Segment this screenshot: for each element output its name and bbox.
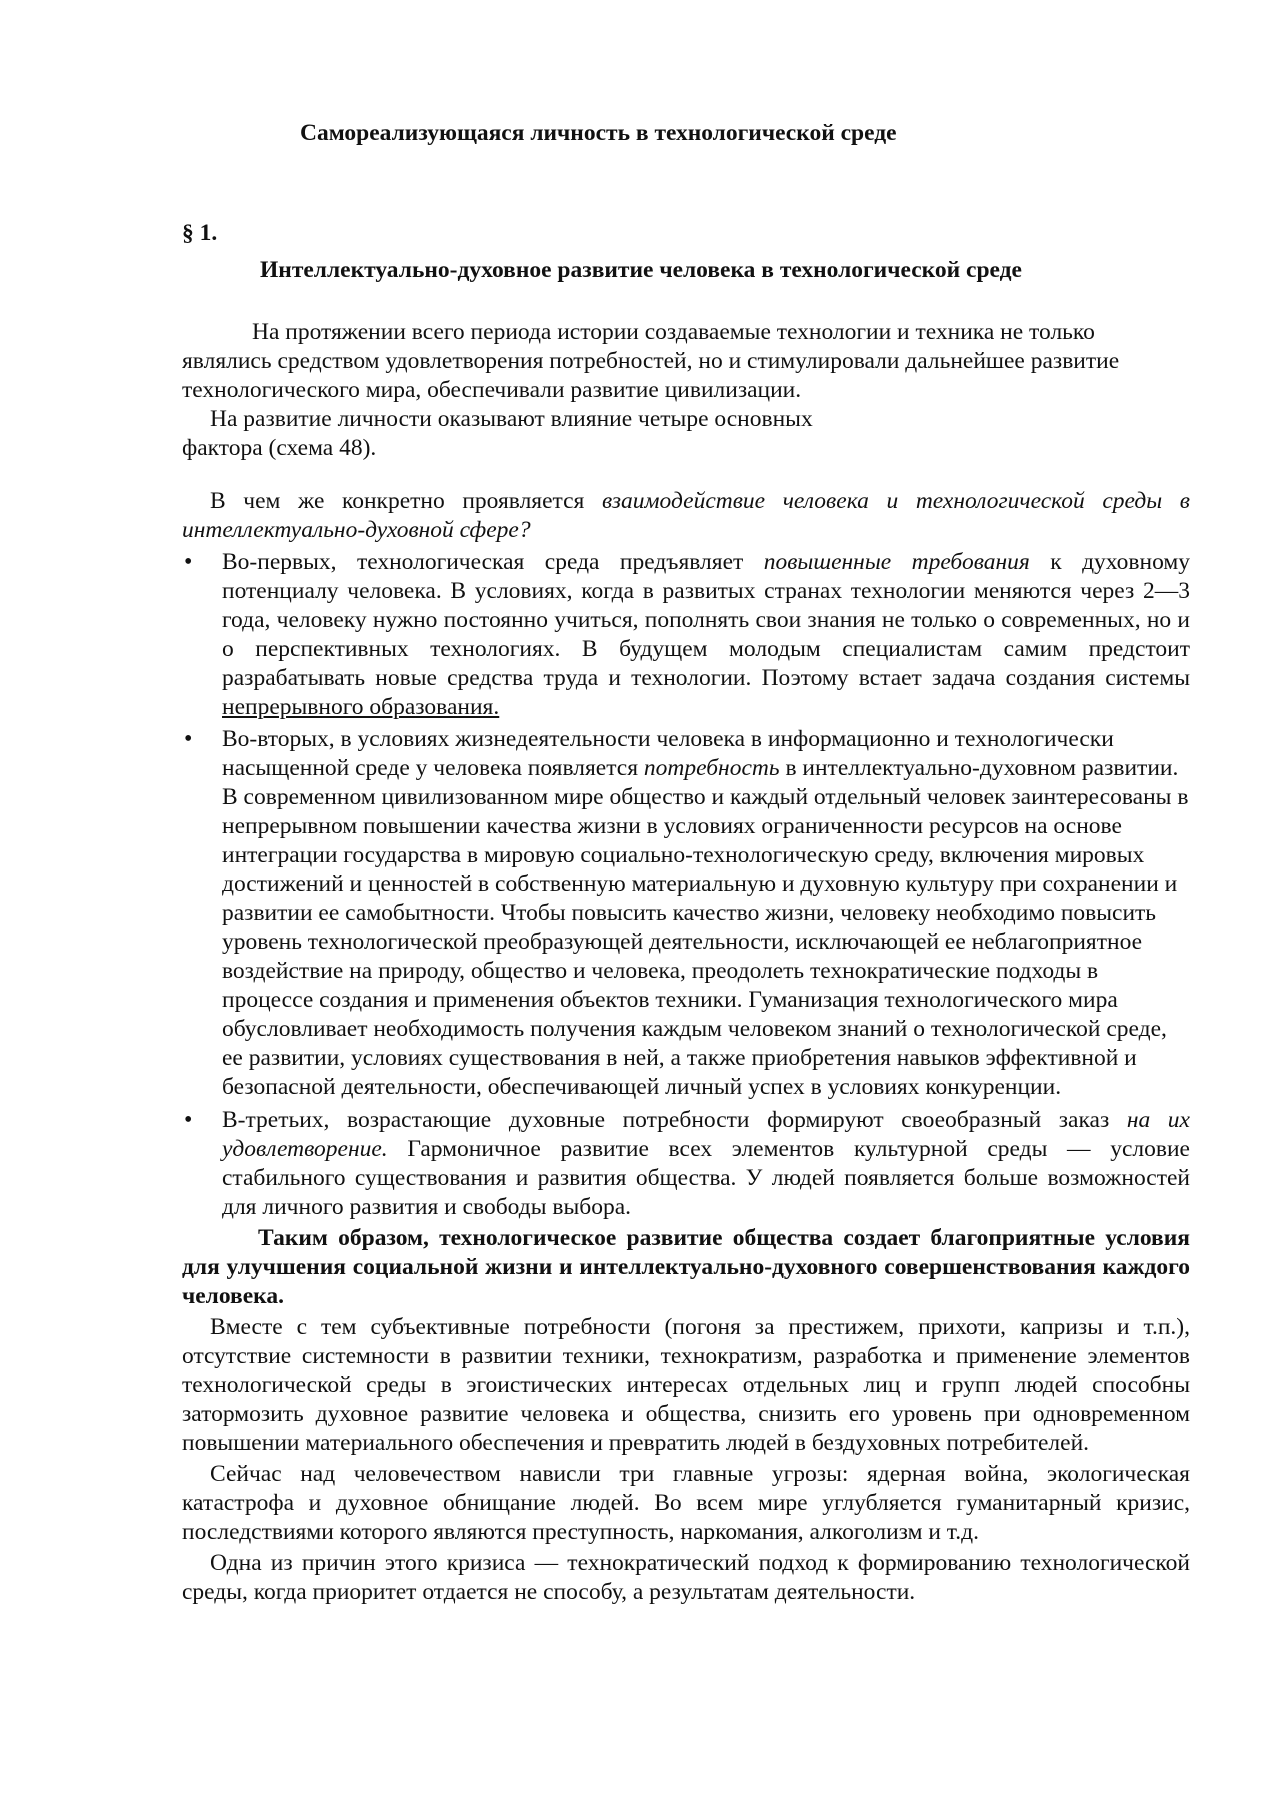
first-text-before: Во-первых, технологическая среда предъявляет [222, 549, 764, 575]
threats-paragraph: Сейчас над человечеством нависли три главные угрозы: ядерная война, экологическая катастрофа и духовное обнищание людей. Во всем мире углубляется гуманитарный кризис, последствиями которого являются преступность, наркомания, алкоголизм и т.д. [182, 1461, 1190, 1545]
crisis-cause-paragraph: Одна из причин этого кризиса — технократический подход к формированию технологической среды, когда приоритет отдается не способу, а результатам деятельности. [182, 1550, 1190, 1605]
first-emphasis: повышенные требования [763, 549, 1030, 575]
conclusion-paragraph: Таким образом, технологическое развитие общества создает благоприятные условия для улучшения социальной жизни и интеллектуально-духовного совершенствования каждого человека. [182, 1225, 1190, 1309]
list-item-third [182, 1106, 1190, 1222]
question-lead: В чем же конкретно проявляется [210, 488, 602, 514]
third-emphasis: на их удовлетворение. [222, 1107, 1190, 1162]
first-text-after: к духовному потенциалу человека. В условиях, когда в развитых странах технологии меняются через 2—3 года, человеку нужно постоянно учиться, пополнять свои знания не только о современных, но и о перспективных технологиях. В будущем молодым специалистам самим предстоит разрабатывать новые средства труда и технологии. Поэтому встает задача создания системы [222, 549, 1191, 691]
intro-factors-line-2: фактора (схема 48). [182, 435, 377, 461]
intro-paragraph: На протяжении всего периода истории создаваемые технологии и техника не только являлись средством удовлетворения потребностей, но и стимулировали дальнейшее развитие технологического мира, обеспечивали развитие цивилизации. [182, 319, 1120, 403]
section-title: Интеллектуально-духовное развитие человека в технологической среде [260, 257, 1022, 283]
question-emphasis: взаимодействие человека и технологической среды в интеллектуально-духовной сфере? [182, 488, 1190, 543]
subjective-needs-paragraph: Вместе с тем субъективные потребности (погоня за престижем, прихоти, капризы и т.п.), отсутствие системности в развитии техники, технократизм, разработка и применение элементов технологической среды в эгоистических интересах отдельных лиц и групп людей способны затормозить духовное развитие человека и общества, снизить его уровень при одновременном повышении материального обеспечения и превратить людей в бездуховных потребителей. [182, 1314, 1190, 1456]
document-title: Самореализующаяся личность в технологической среде [300, 120, 897, 146]
third-text-before: В-третьих, возрастающие духовные потребности формируют своеобразный заказ [222, 1107, 1127, 1133]
second-text-after: в интеллектуально-духовном развитии. В современном цивилизованном мире общество и каждый отдельный человек заинтересованы в непрерывном повышении качества жизни в условиях ограниченности ресурсов на основе интеграции государства в мировую социально-технологическую среду, включения мировых достижений и ценностей в собственную материальную и духовную культуру при сохранении и развитии ее самобытности. Чтобы повысить качество жизни, человеку необходимо повысить уровень технологической преобразующей деятельности, исключающей ее неблагоприятное воздействие на природу, общество и человека, преодолеть технократические подходы в процессе создания и применения объектов техники. Гуманизация технологического мира обусловливает необходимость получения каждым человеком знаний о технологической среде, ее развитии, условиях существования в ней, а также приобретения навыков эффективной и безопасной деятельности, обеспечивающей личный успех в условиях конкуренции. [222, 755, 1189, 1100]
list-item-second [182, 725, 1190, 1102]
continuous-education-link[interactable]: непрерывного образования. [222, 694, 500, 720]
document-body [182, 318, 1190, 1607]
intro-factors-line-1: На развитие личности оказывают влияние четыре основных [210, 406, 813, 432]
second-emphasis: потребность [643, 755, 780, 781]
question-paragraph [182, 487, 1190, 545]
list-item-first [182, 548, 1190, 722]
section-number: § 1. [182, 220, 218, 246]
third-text-after: Гармоничное развитие всех элементов культурной среды — условие стабильного существования и развития общества. У людей появляется больше возможностей для личного развития и свободы выбора. [222, 1136, 1190, 1220]
second-text-before: Во-вторых, в условиях жизнедеятельности человека в информационно и технологически насыщенной среде у человека появляется [222, 726, 1114, 781]
factors-list [182, 548, 1190, 1222]
